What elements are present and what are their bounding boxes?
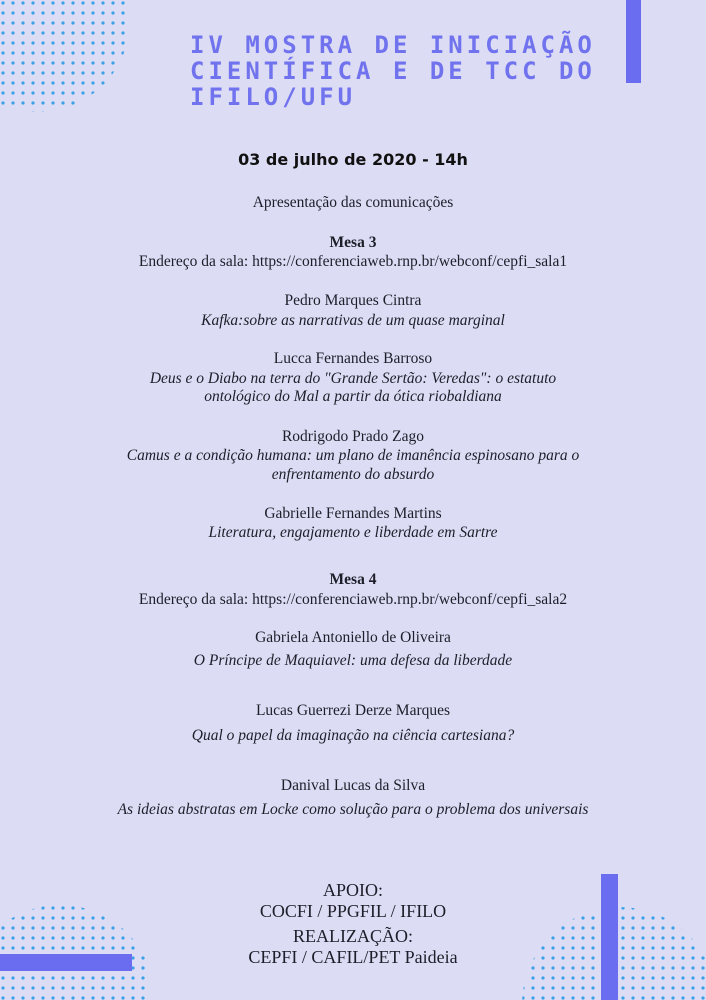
mesa-3-label: Mesa 3: [329, 234, 377, 251]
support-label: APOIO:: [322, 880, 383, 900]
realization-orgs: CEPFI / CAFIL/PET Paideia: [248, 947, 458, 967]
event-title-line-3: IFILO/UFU: [190, 83, 357, 111]
support-orgs: COCFI / PPGFIL / IFILO: [259, 901, 447, 921]
talk-author: Danival Lucas da Silva: [280, 777, 426, 794]
talk-title: Deus e o Diabo na terra do "Grande Sertão: Veredas": o estatuto: [149, 370, 557, 387]
talk-author: Rodrigodo Prado Zago: [281, 428, 425, 445]
talk-author: Lucca Fernandes Barroso: [273, 350, 433, 367]
mesa-3-address[interactable]: Endereço da sala: https://conferenciaweb.rnp.br/webconf/cepfi_sala1: [138, 253, 568, 270]
talk-title: ontológico do Mal a partir da ótica riobaldiana: [204, 388, 502, 405]
accent-bar-top-right: [626, 0, 641, 83]
talk-title: Camus e a condição humana: um plano de imanência espinosano para o: [126, 447, 580, 464]
event-title: [190, 32, 610, 110]
realization-label: REALIZAÇÃO:: [293, 926, 413, 946]
talk-title: As ideias abstratas em Locke como solução para o problema dos universais: [117, 801, 589, 818]
talk-author: Lucas Guerrezi Derze Marques: [255, 702, 451, 719]
footer: [0, 880, 706, 968]
talk-title: Kafka:sobre as narrativas de um quase marginal: [201, 312, 505, 329]
mesa-4-label: Mesa 4: [329, 571, 377, 588]
talk-title: O Príncipe de Maquiavel: uma defesa da liberdade: [193, 652, 513, 669]
subtitle: Apresentação das comunicações: [252, 194, 454, 211]
dot-pattern-top-left: [0, 0, 135, 120]
event-title-line-1: IV MOSTRA DE INICIAÇÃO: [190, 31, 596, 59]
talk-title: Qual o papel da imaginação na ciência cartesiana?: [191, 727, 515, 744]
event-date: 03 de julho de 2020 - 14h: [238, 150, 468, 169]
talk-title: enfrentamento do absurdo: [271, 466, 435, 483]
mesa-4-address[interactable]: Endereço da sala: https://conferenciaweb.rnp.br/webconf/cepfi_sala2: [138, 591, 568, 608]
talk-author: Pedro Marques Cintra: [284, 292, 422, 309]
event-title-line-2: CIENTÍFICA E DE TCC DO: [190, 57, 596, 85]
talk-title: Literatura, engajamento e liberdade em Sartre: [208, 524, 498, 541]
talk-author: Gabriela Antoniello de Oliveira: [255, 629, 451, 646]
talk-author: Gabrielle Fernandes Martins: [264, 505, 442, 522]
